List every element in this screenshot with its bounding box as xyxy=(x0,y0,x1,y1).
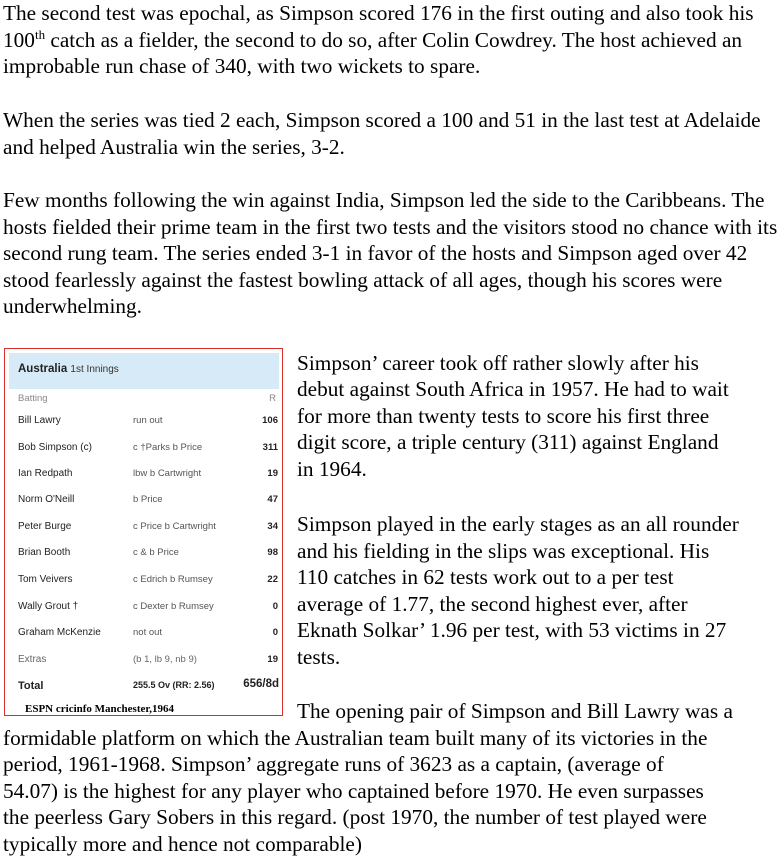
paragraph-fielding-line: tests. xyxy=(297,645,341,669)
batter-row xyxy=(5,547,283,573)
runs: 19 xyxy=(267,468,278,479)
superscript-th: th xyxy=(34,26,46,42)
runs: 311 xyxy=(262,442,278,453)
paragraph-fielding-line: 110 catches in 62 tests work out to a per test xyxy=(297,565,674,589)
batter-row xyxy=(5,574,283,600)
paragraph-career-line: Simpson’ career took off rather slowly after his xyxy=(297,351,699,375)
extras-detail: (b 1, lb 9, nb 9) xyxy=(133,654,197,665)
runs: 47 xyxy=(267,494,278,505)
dismissal: c Price b Cartwright xyxy=(133,521,216,532)
total-label: Total xyxy=(18,680,44,692)
dismissal: c Edrich b Rumsey xyxy=(133,574,213,585)
runs: 0 xyxy=(272,627,278,638)
runs: 98 xyxy=(267,547,278,558)
paragraph-fielding-line: average of 1.77, the second highest ever, after xyxy=(297,592,688,616)
paragraph-second-test: The second test was epochal, as Simpson scored 176 in the first outing and also took his 100th catch as a fielder, the second to do so, after Colin Cowdrey. The host achieved an improbable run chase of 340, with two wickets to spare. xyxy=(3,1,754,79)
paragraph-fielding-line: and his fielding in the slips was exceptional. His xyxy=(297,539,710,563)
batter-row xyxy=(5,442,283,468)
batter-row xyxy=(5,601,283,627)
batter-row xyxy=(5,627,283,653)
total-overs: 255.5 Ov (RR: 2.56) xyxy=(133,680,215,690)
batter-name: Brian Booth xyxy=(18,547,71,558)
batting-column-header: Batting xyxy=(18,393,48,404)
batter-name: Norm O'Neill xyxy=(18,494,75,505)
dismissal: not out xyxy=(133,627,163,638)
batter-row xyxy=(5,415,283,441)
batter-name: Peter Burge xyxy=(18,521,72,532)
extras-label: Extras xyxy=(18,654,47,665)
paragraph-series-tied: When the series was tied 2 each, Simpson scored a 100 and 51 in the last test at Adelaide and helped Australia win the series, 3-2. xyxy=(3,108,761,159)
batter-name: Bob Simpson (c) xyxy=(18,442,92,453)
extras-runs: 19 xyxy=(267,654,278,665)
dismissal: c †Parks b Price xyxy=(133,442,203,453)
runs: 34 xyxy=(267,521,278,532)
dismissal: c Dexter b Rumsey xyxy=(133,601,214,612)
scorecard-figure xyxy=(4,348,283,716)
paragraph-opening-pair-line: the peerless Gary Sobers in this regard. (post 1970, the number of test played were xyxy=(3,805,707,829)
paragraph-career-line: digit score, a triple century (311) against England xyxy=(297,430,719,454)
paragraph-fielding-line: Eknath Solkar’ 1.96 per test, with 53 victims in 27 xyxy=(297,618,727,642)
paragraph-caribbean-tour: Few months following the win against India, Simpson led the side to the Caribbeans. The hosts fielded their prime team in the first two tests and the visitors stood no chance with its second rung team. The series ended 3-1 in favor of the hosts and Simpson aged over 42 stood fearlessly against the fastest bowling attack of all ages, though his scores were underwhelming. xyxy=(3,188,778,319)
batter-name: Ian Redpath xyxy=(18,468,73,479)
dismissal: lbw b Cartwright xyxy=(133,468,202,479)
batter-name: Wally Grout † xyxy=(18,601,79,612)
paragraph-career-line: in 1964. xyxy=(297,457,367,481)
batter-row xyxy=(5,468,283,494)
total-score: 656/8d xyxy=(243,678,279,690)
paragraph-opening-pair-line: typically more and hence not comparable) xyxy=(3,832,362,856)
paragraph-career-line: debut against South Africa in 1957. He had to wait xyxy=(297,377,729,401)
batter-name: Bill Lawry xyxy=(18,415,61,426)
batter-row xyxy=(5,521,283,547)
runs: 22 xyxy=(267,574,278,585)
dismissal: run out xyxy=(133,415,163,426)
scorecard-caption: ESPN cricinfo Manchester,1964 xyxy=(25,703,174,715)
dismissal: c & b Price xyxy=(133,547,179,558)
paragraph-opening-pair-line: 54.07) is the highest for any player who captained before 1970. He even surpasses xyxy=(3,779,704,803)
paragraph-opening-pair-line: formidable platform on which the Australian team built many of its victories in the xyxy=(3,726,708,750)
runs: 0 xyxy=(272,601,278,612)
paragraph-opening-pair-line: period, 1961-1968. Simpson’ aggregate runs of 3623 as a captain, (average of xyxy=(3,752,664,776)
runs: 106 xyxy=(262,415,278,426)
paragraph-fielding-line: Simpson played in the early stages as an all rounder xyxy=(297,512,739,536)
dismissal: b Price xyxy=(133,494,163,505)
paragraph-opening-pair-line: The opening pair of Simpson and Bill Lawry was a xyxy=(297,699,733,723)
batter-row xyxy=(5,494,283,520)
paragraph-career-line: for more than twenty tests to score his first three xyxy=(297,404,710,428)
runs-column-header: R xyxy=(269,393,276,404)
scorecard-team-title: Australia 1st Innings xyxy=(18,363,119,375)
batter-name: Tom Veivers xyxy=(18,574,73,585)
extras-row xyxy=(5,654,283,680)
batter-name: Graham McKenzie xyxy=(18,627,101,638)
